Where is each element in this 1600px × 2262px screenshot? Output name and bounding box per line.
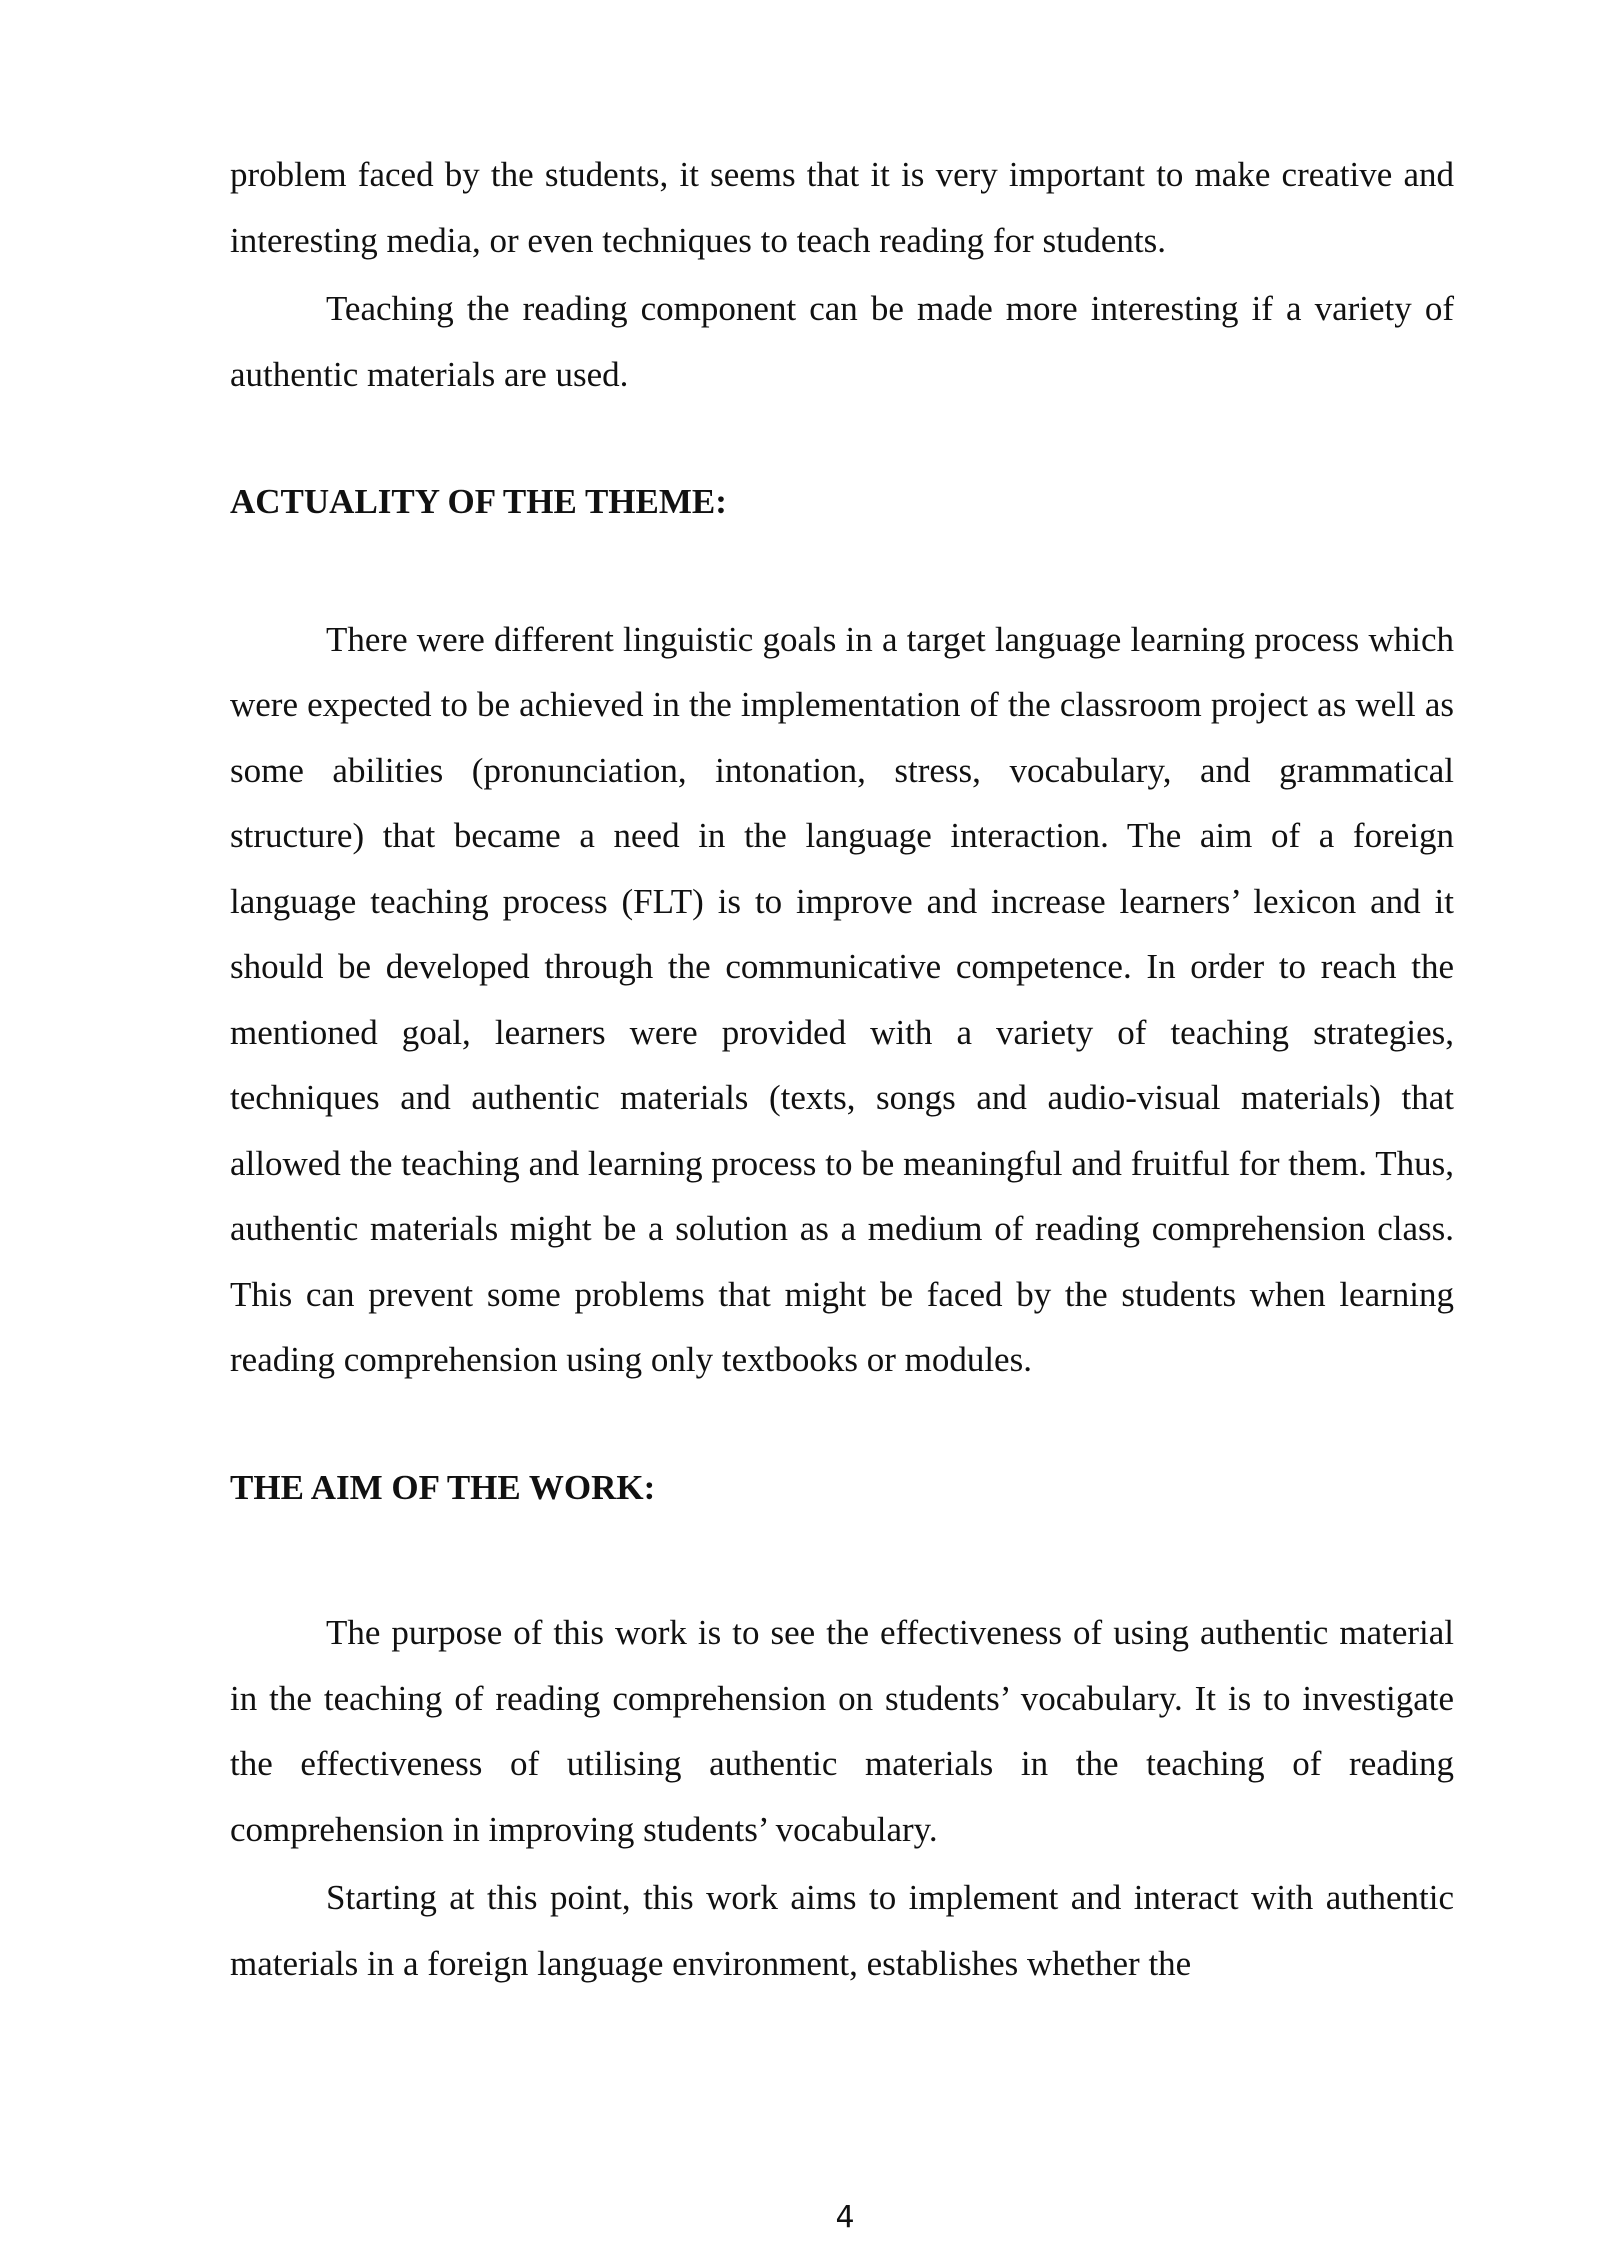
paragraph-aim-purpose: The purpose of this work is to see the effectiveness of using authentic material in the teaching of reading comprehension on students’ vocabulary. It is to investigate the effectiveness of utilising authentic materials in the teaching of reading comprehension in improving students’ vocabulary. bbox=[230, 1613, 1454, 1849]
paragraph-aim-starting-point: Starting at this point, this work aims to implement and interact with authentic materials in a foreign language environment, establishes whether the bbox=[230, 1878, 1454, 1983]
heading-actuality-of-theme: ACTUALITY OF THE THEME: bbox=[230, 482, 727, 521]
paragraph-intro-continuation: problem faced by the students, it seems that it is very important to make creative and interesting media, or even techniques to teach reading for students. bbox=[230, 155, 1454, 260]
page-number: 4 bbox=[835, 2200, 855, 2235]
page-body bbox=[230, 0, 1454, 1996]
heading-aim-of-work: THE AIM OF THE WORK: bbox=[230, 1467, 656, 1507]
paragraph-actuality: There were different linguistic goals in a target language learning process which were expected to be achieved in the implementation of the classroom project as well as some abilities (pronunciation, intonation, stress, vocabulary, and grammatical structure) that became a need in the language interaction. The aim of a foreign language teaching process (FLT) is to improve and increase learners’ lexicon and it should be developed through the communicative competence. In order to reach the mentioned goal, learners were provided with a variety of teaching strategies, techniques and authentic materials (texts, songs and audio-visual materials) that allowed the teaching and learning process to be meaningful and fruitful for them. Thus, authentic materials might be a solution as a medium of reading comprehension class. This can prevent some problems that might be faced by the students when learning reading comprehension using only textbooks or modules. bbox=[230, 619, 1454, 1379]
paragraph-reading-component: Teaching the reading component can be made more interesting if a variety of authentic materials are used. bbox=[230, 289, 1454, 394]
